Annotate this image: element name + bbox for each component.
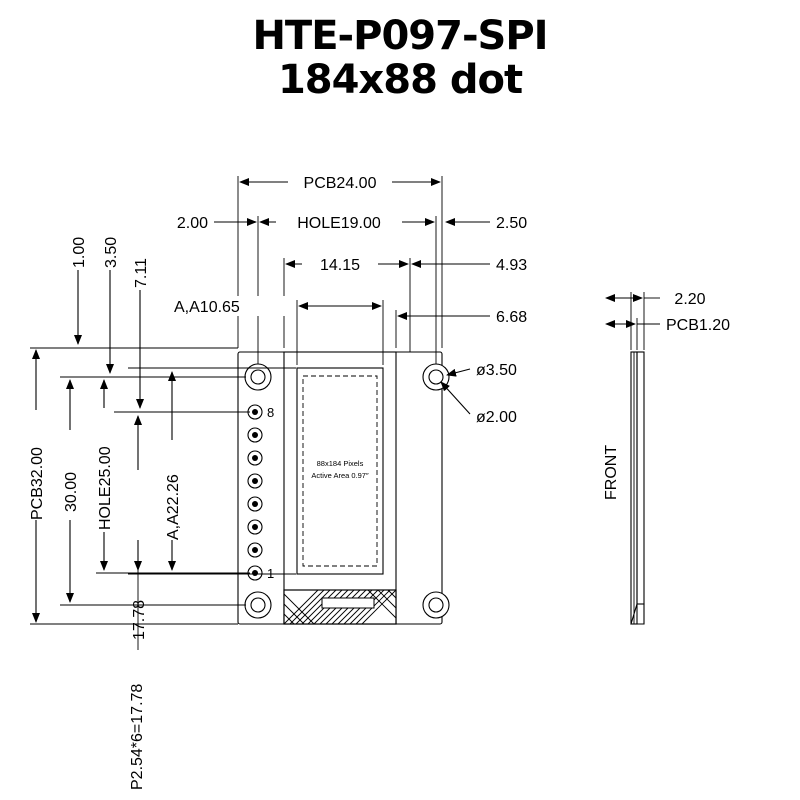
pin-label-1: 1 [267,566,275,581]
connector-strip [284,590,396,624]
pcb-outline [238,352,442,624]
dim-inner-2 [412,257,527,274]
dim-pcb-width [240,172,440,192]
dim-height-30-label: 30.00 [63,471,80,512]
active-area-line-1: 88x184 Pixels [316,459,364,468]
dim-aa-width [170,296,381,316]
side-view [631,352,644,624]
mounting-hole-bottom-right [423,592,449,618]
leader-hole-dia-inner [441,382,517,426]
pin-pad-5 [248,474,262,488]
dim-top-2-label: 3.50 [103,236,120,268]
dim-hole-dia-inner-label: ø2.00 [476,409,517,426]
dim-right-edge-label: 2.50 [496,215,528,232]
dim-inner-2-label: 4.93 [496,257,528,274]
dim-top-verticals [30,237,248,412]
active-area-line-2: Active Area 0.97″ [311,471,369,480]
dim-height-30 [60,380,80,602]
dim-pcb-thickness [606,317,730,334]
dim-pcb-height [26,350,46,622]
pin-pad-1 [248,566,262,580]
dim-hole-width-label: HOLE19.00 [297,215,381,232]
dim-hole-height [94,380,114,570]
dim-right-edge [446,215,527,232]
pin-pad-2 [248,543,262,557]
dim-inner-1-label: 14.15 [319,257,361,274]
dim-left-edge [177,215,256,232]
dim-aa-height [162,372,182,570]
dim-top-1-label: 1.00 [71,236,88,268]
title-line-1: HTE-P097-SPI [252,13,548,59]
dim-aa-width-label: A,A10.65 [174,299,240,316]
dim-inner-3 [398,309,527,326]
dim-pitch-label: P2.54*6=17.78 [129,683,146,790]
pin-pad-6 [248,451,262,465]
title-line-2: 184x88 dot [277,57,523,103]
dim-left-edge-label: 2.00 [176,215,208,232]
dim-hole-height-label: HOLE25.00 [97,446,114,530]
dim-pcb-height-label: PCB32.00 [29,447,46,520]
dim-pcb-thickness-label: PCB1.20 [666,317,731,334]
dim-hole-width [260,212,434,232]
dim-aa-height-label: A,A22.26 [165,474,182,540]
mounting-hole-bottom-left [245,592,271,618]
pin-pad-4 [248,497,262,511]
dim-hole-dia-outer-label: ø3.50 [476,362,517,379]
dim-total-thickness [606,291,706,308]
pin-pad-3 [248,520,262,534]
dim-bottom-1-label: 17.78 [131,599,148,640]
side-view-extension-lines [631,292,644,350]
dim-pin-pitch [124,412,250,790]
dim-inner-3-label: 6.68 [496,309,528,326]
pin-label-8: 8 [267,405,275,420]
dim-total-thickness-label: 2.20 [674,291,706,308]
leader-hole-dia-outer [447,362,517,379]
dim-inner-1 [286,254,408,274]
pin-pad-7 [248,428,262,442]
dim-pcb-width-label: PCB24.00 [303,175,377,192]
dim-top-3-label: 7.11 [133,258,150,288]
pin-pad-8 [248,405,262,419]
side-view-label: FRONT [603,444,620,500]
